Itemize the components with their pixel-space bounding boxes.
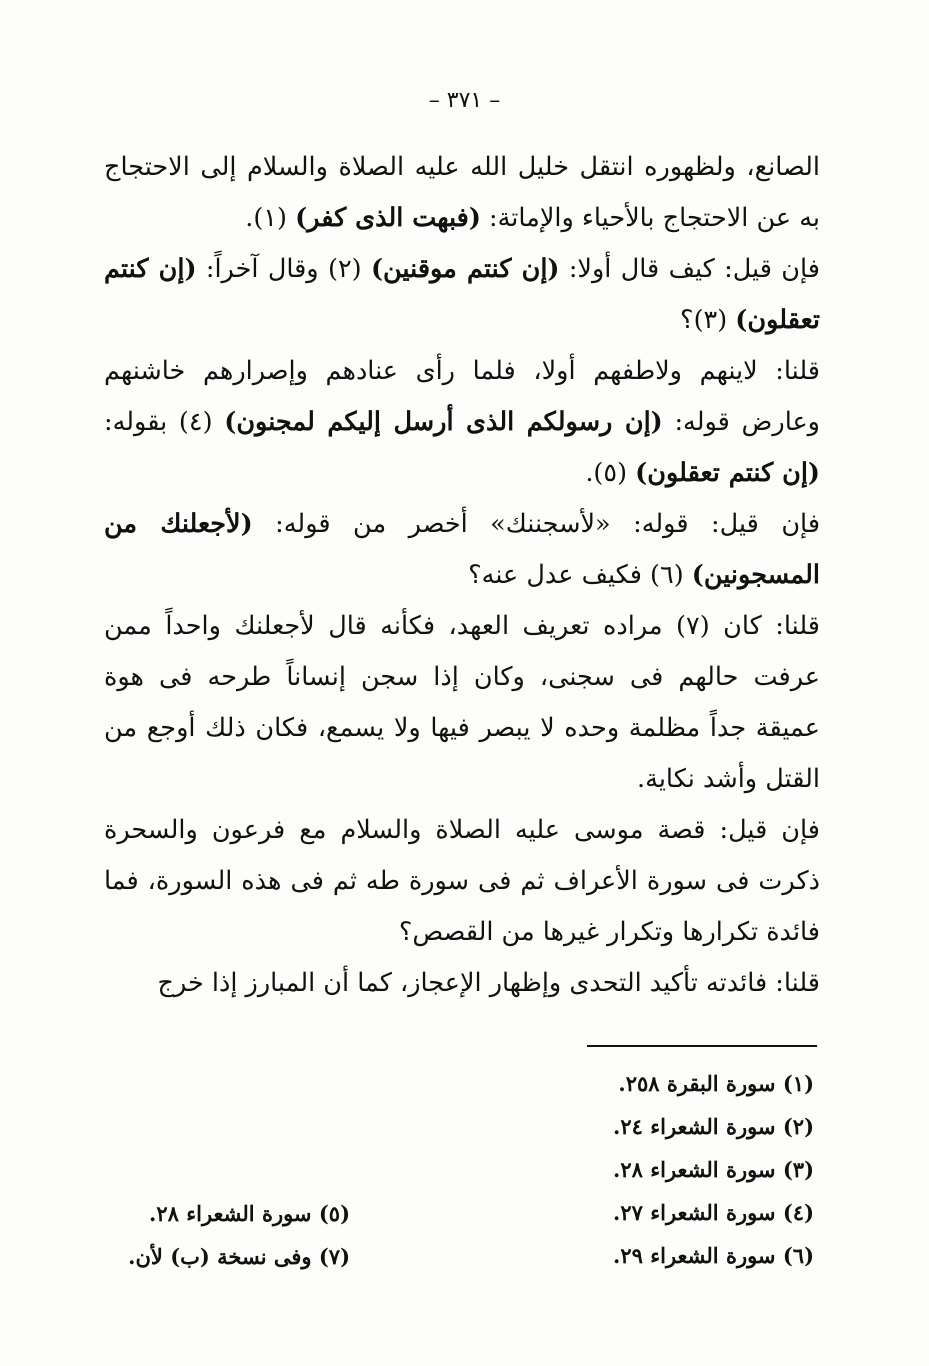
paragraph [104,346,820,499]
page-number: – ٣٧١ – [428,88,501,113]
text-segment: فإن قيل: قصة موسى عليه الصلاة والسلام مع فرعون والسحرة ذكرت فى سورة الأعراف ثم فى سورة طه ثم فى هذه السورة، فما فائدة تكرارها وتكرار غيرها من القصص؟ [104,815,820,947]
footnote: (٧) وفى نسخة (ب) لأن. [128,1244,350,1269]
text-segment: (٦) فكيف عدل عنه؟ [468,560,692,590]
footnote: (٤) سورة الشعراء ٢٧. [613,1200,814,1225]
text-segment: الصانع، ولظهوره انتقل خليل الله عليه الصلاة والسلام إلى الاحتجاج به عن الاحتجاج بالأحياء والإماتة: [104,152,820,233]
footnotes-column-right [480,1062,814,1277]
paragraph [104,805,820,958]
paragraph [104,499,820,601]
footnote: (٦) سورة الشعراء ٢٩. [613,1243,814,1268]
quran-quote: (إن كنتم موقنين) [370,254,560,284]
paragraph [104,142,820,244]
footnote: (٢) سورة الشعراء ٢٤. [613,1114,814,1139]
text-segment: (٤) بقوله: [104,407,225,437]
text-segment: (١). [245,203,296,233]
quran-quote: (فبهت الذى كفر) [295,203,481,233]
text-segment: قلنا: كان (٧) مراده تعريف العهد، فكأنه قال لأجعلنك واحداً ممن عرفت حالهم فى سجنى، وكان إذا سجن إنساناً طرحه فى هوة عميقة جداً مظلمة وحده لا يبصر فيها ولا يسمع، فكان ذلك أوجع من القتل وأشد نكاية. [104,611,820,794]
paragraph [104,601,820,805]
paragraph [104,958,820,1009]
text-segment: قلنا: لاينهم ولاطفهم أولا، فلما رأى عنادهم وإصرارهم خاشنهم وعارض قوله: [104,356,820,437]
text-segment: (٣)؟ [680,305,736,335]
footnote: (٥) سورة الشعراء ٢٨. [149,1201,350,1226]
text-segment: (٥). [585,458,636,488]
footnotes-column-left [60,1192,350,1278]
quran-quote: (إن كنتم تعقلون) [635,458,820,488]
quran-quote: (إن رسولكم الذى أرسل إليكم لمجنون) [224,407,663,437]
footnote-divider [587,1045,817,1047]
text-segment: قلنا: فائدته تأكيد التحدى وإظهار الإعجاز، كما أن المبارز إذا خرج [157,968,820,998]
footnote: (١) سورة البقرة ٢٥٨. [618,1071,814,1096]
text-segment: (٢) وقال آخراً: [196,254,371,284]
quran-quote: (لأجعلنك من المسجونين) [104,509,820,590]
text-segment: فإن قيل: كيف قال أولا: [559,254,820,284]
paragraph [104,244,820,346]
text-segment: فإن قيل: قوله: «لأسجننك» أخصر من قوله: [252,509,821,539]
footnote: (٣) سورة الشعراء ٢٨. [613,1157,814,1182]
quran-quote: (إن كنتم تعقلون) [104,254,820,335]
body-text [104,142,820,1009]
